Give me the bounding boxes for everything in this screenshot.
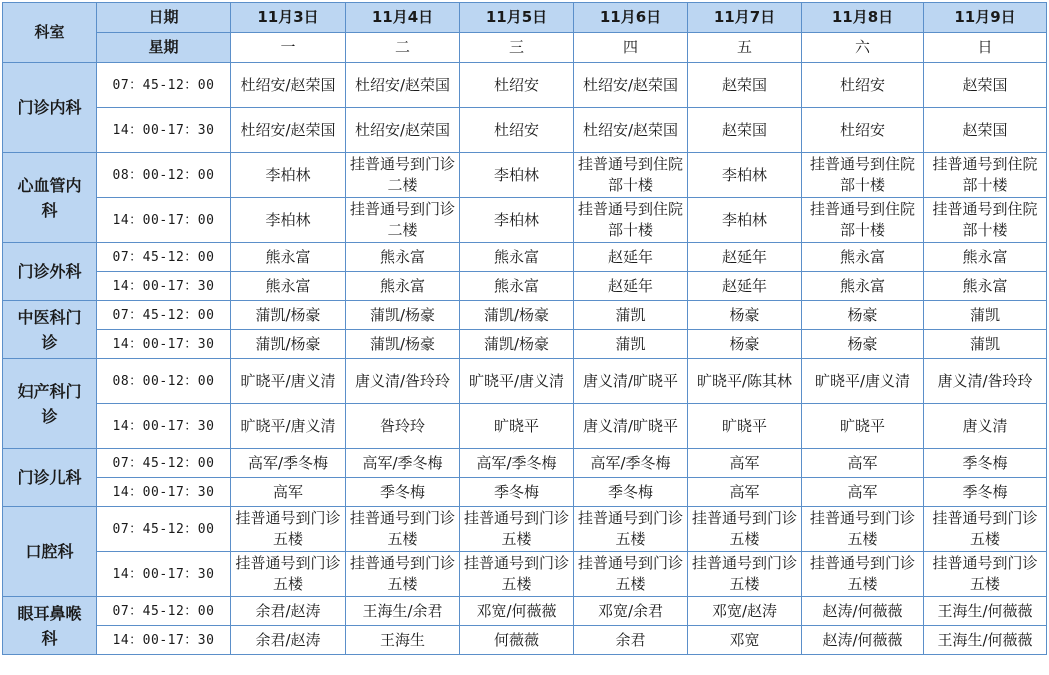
time-slot: 14：00-17：30: [97, 404, 231, 449]
doctor-cell: 高军: [688, 478, 802, 507]
weekday-cell: 五: [688, 33, 802, 63]
doctor-cell: 挂普通号到门诊五楼: [924, 552, 1047, 597]
doctor-cell: 赵荣国: [688, 108, 802, 153]
doctor-cell: 挂普通号到门诊五楼: [802, 552, 924, 597]
doctor-cell: 季冬梅: [460, 478, 574, 507]
time-slot: 08：00-12：00: [97, 359, 231, 404]
doctor-cell: 熊永富: [924, 243, 1047, 272]
doctor-cell: 旷晓平: [802, 404, 924, 449]
doctor-cell: 挂普通号到门诊五楼: [802, 507, 924, 552]
doctor-cell: 熊永富: [802, 272, 924, 301]
doctor-cell: 挂普通号到门诊二楼: [346, 198, 460, 243]
doctor-cell: 杜绍安/赵荣国: [231, 108, 346, 153]
doctor-cell: 余君/赵涛: [231, 597, 346, 626]
schedule-row: [3, 552, 1047, 597]
time-slot: 07：45-12：00: [97, 507, 231, 552]
department-name: 口腔科: [3, 507, 97, 597]
schedule-row: [3, 330, 1047, 359]
schedule-row: [3, 301, 1047, 330]
doctor-cell: 唐义清: [924, 404, 1047, 449]
header-date-row: [3, 3, 1047, 33]
weekday-cell: 日: [924, 33, 1047, 63]
schedule-row: [3, 272, 1047, 301]
doctor-cell: 蒲凯/杨豪: [460, 330, 574, 359]
department-name: 中医科门诊: [3, 301, 97, 359]
schedule-row: [3, 478, 1047, 507]
doctor-cell: 挂普通号到门诊五楼: [460, 507, 574, 552]
doctor-cell: 王海生/余君: [346, 597, 460, 626]
date-header: 日期: [97, 3, 231, 33]
schedule-row: [3, 108, 1047, 153]
doctor-cell: 杜绍安/赵荣国: [346, 63, 460, 108]
doctor-cell: 季冬梅: [346, 478, 460, 507]
time-slot: 14：00-17：30: [97, 108, 231, 153]
doctor-cell: 杜绍安/赵荣国: [574, 108, 688, 153]
doctor-cell: 唐义清/昝玲玲: [924, 359, 1047, 404]
doctor-cell: 挂普通号到住院部十楼: [802, 198, 924, 243]
doctor-cell: 李柏林: [231, 198, 346, 243]
doctor-cell: 挂普通号到门诊五楼: [231, 507, 346, 552]
doctor-cell: 高军/季冬梅: [231, 449, 346, 478]
date-cell: 11月6日: [574, 3, 688, 33]
department-name: 门诊内科: [3, 63, 97, 153]
department-name: 门诊儿科: [3, 449, 97, 507]
schedule-row: [3, 63, 1047, 108]
doctor-cell: 高军/季冬梅: [346, 449, 460, 478]
doctor-cell: 挂普通号到门诊五楼: [688, 507, 802, 552]
doctor-cell: 赵荣国: [924, 108, 1047, 153]
doctor-cell: 蒲凯: [924, 330, 1047, 359]
doctor-cell: 余君/赵涛: [231, 626, 346, 655]
weekday-cell: 二: [346, 33, 460, 63]
doctor-cell: 蒲凯: [574, 330, 688, 359]
schedule-row: [3, 449, 1047, 478]
doctor-cell: 唐义清/昝玲玲: [346, 359, 460, 404]
doctor-cell: 唐义清/旷晓平: [574, 359, 688, 404]
time-slot: 07：45-12：00: [97, 63, 231, 108]
doctor-cell: 高军: [802, 478, 924, 507]
doctor-cell: 高军: [802, 449, 924, 478]
doctor-cell: 杨豪: [688, 301, 802, 330]
doctor-cell: 熊永富: [231, 243, 346, 272]
doctor-cell: 熊永富: [346, 243, 460, 272]
doctor-cell: 旷晓平: [460, 404, 574, 449]
department-header: 科室: [3, 3, 97, 63]
doctor-cell: 蒲凯/杨豪: [460, 301, 574, 330]
doctor-cell: 李柏林: [460, 198, 574, 243]
doctor-cell: 旷晓平/唐义清: [802, 359, 924, 404]
doctor-cell: 挂普通号到门诊五楼: [231, 552, 346, 597]
schedule-row: [3, 153, 1047, 198]
doctor-cell: 季冬梅: [574, 478, 688, 507]
doctor-cell: 蒲凯/杨豪: [346, 330, 460, 359]
department-name: 门诊外科: [3, 243, 97, 301]
doctor-cell: 挂普通号到住院部十楼: [924, 153, 1047, 198]
doctor-cell: 杨豪: [802, 301, 924, 330]
doctor-cell: 杜绍安: [460, 63, 574, 108]
doctor-cell: 邓宽/何薇薇: [460, 597, 574, 626]
doctor-cell: 挂普通号到住院部十楼: [802, 153, 924, 198]
doctor-cell: 熊永富: [460, 243, 574, 272]
doctor-cell: 邓宽/赵涛: [688, 597, 802, 626]
doctor-cell: 杨豪: [802, 330, 924, 359]
doctor-cell: 旷晓平: [688, 404, 802, 449]
time-slot: 14：00-17：30: [97, 478, 231, 507]
doctor-cell: 唐义清/旷晓平: [574, 404, 688, 449]
doctor-cell: 挂普通号到住院部十楼: [574, 153, 688, 198]
doctor-cell: 杜绍安/赵荣国: [346, 108, 460, 153]
doctor-cell: 挂普通号到住院部十楼: [924, 198, 1047, 243]
weekday-cell: 三: [460, 33, 574, 63]
weekday-cell: 六: [802, 33, 924, 63]
doctor-cell: 李柏林: [231, 153, 346, 198]
date-cell: 11月8日: [802, 3, 924, 33]
doctor-cell: 熊永富: [231, 272, 346, 301]
doctor-cell: 赵延年: [688, 272, 802, 301]
doctor-cell: 杨豪: [688, 330, 802, 359]
schedule-row: [3, 243, 1047, 272]
time-slot: 07：45-12：00: [97, 301, 231, 330]
date-cell: 11月5日: [460, 3, 574, 33]
doctor-cell: 王海生/何薇薇: [924, 597, 1047, 626]
schedule-row: [3, 597, 1047, 626]
doctor-cell: 杜绍安/赵荣国: [231, 63, 346, 108]
doctor-cell: 余君: [574, 626, 688, 655]
duty-schedule-table: [2, 2, 1047, 655]
doctor-cell: 挂普通号到门诊二楼: [346, 153, 460, 198]
doctor-cell: 赵荣国: [688, 63, 802, 108]
doctor-cell: 李柏林: [460, 153, 574, 198]
time-slot: 14：00-17：00: [97, 198, 231, 243]
department-name: 心血管内科: [3, 153, 97, 243]
doctor-cell: 熊永富: [460, 272, 574, 301]
schedule-row: [3, 404, 1047, 449]
doctor-cell: 何薇薇: [460, 626, 574, 655]
doctor-cell: 王海生: [346, 626, 460, 655]
doctor-cell: 高军: [688, 449, 802, 478]
doctor-cell: 高军: [231, 478, 346, 507]
schedule-row: [3, 626, 1047, 655]
weekday-cell: 一: [231, 33, 346, 63]
doctor-cell: 李柏林: [688, 198, 802, 243]
doctor-cell: 蒲凯/杨豪: [346, 301, 460, 330]
doctor-cell: 熊永富: [802, 243, 924, 272]
doctor-cell: 旷晓平/唐义清: [231, 404, 346, 449]
date-cell: 11月9日: [924, 3, 1047, 33]
time-slot: 08：00-12：00: [97, 153, 231, 198]
doctor-cell: 高军/季冬梅: [574, 449, 688, 478]
doctor-cell: 季冬梅: [924, 449, 1047, 478]
time-slot: 07：45-12：00: [97, 597, 231, 626]
date-cell: 11月3日: [231, 3, 346, 33]
doctor-cell: 杜绍安/赵荣国: [574, 63, 688, 108]
doctor-cell: 熊永富: [346, 272, 460, 301]
doctor-cell: 杜绍安: [802, 108, 924, 153]
time-slot: 07：45-12：00: [97, 449, 231, 478]
doctor-cell: 蒲凯: [924, 301, 1047, 330]
header-weekday-row: [3, 33, 1047, 63]
time-slot: 14：00-17：30: [97, 272, 231, 301]
doctor-cell: 挂普通号到门诊五楼: [688, 552, 802, 597]
doctor-cell: 赵荣国: [924, 63, 1047, 108]
doctor-cell: 旷晓平/陈其林: [688, 359, 802, 404]
department-name: 眼耳鼻喉科: [3, 597, 97, 655]
doctor-cell: 挂普通号到门诊五楼: [346, 507, 460, 552]
doctor-cell: 杜绍安: [460, 108, 574, 153]
doctor-cell: 蒲凯/杨豪: [231, 301, 346, 330]
time-slot: 14：00-17：30: [97, 552, 231, 597]
schedule-row: [3, 507, 1047, 552]
doctor-cell: 邓宽: [688, 626, 802, 655]
doctor-cell: 赵涛/何薇薇: [802, 626, 924, 655]
doctor-cell: 旷晓平/唐义清: [231, 359, 346, 404]
doctor-cell: 赵延年: [574, 243, 688, 272]
doctor-cell: 熊永富: [924, 272, 1047, 301]
doctor-cell: 李柏林: [688, 153, 802, 198]
schedule-row: [3, 198, 1047, 243]
doctor-cell: 赵延年: [688, 243, 802, 272]
date-cell: 11月4日: [346, 3, 460, 33]
doctor-cell: 高军/季冬梅: [460, 449, 574, 478]
doctor-cell: 挂普通号到门诊五楼: [574, 507, 688, 552]
time-slot: 07：45-12：00: [97, 243, 231, 272]
doctor-cell: 挂普通号到门诊五楼: [460, 552, 574, 597]
doctor-cell: 挂普通号到住院部十楼: [574, 198, 688, 243]
doctor-cell: 赵延年: [574, 272, 688, 301]
doctor-cell: 赵涛/何薇薇: [802, 597, 924, 626]
time-slot: 14：00-17：30: [97, 626, 231, 655]
doctor-cell: 挂普通号到门诊五楼: [574, 552, 688, 597]
doctor-cell: 王海生/何薇薇: [924, 626, 1047, 655]
weekday-header: 星期: [97, 33, 231, 63]
doctor-cell: 昝玲玲: [346, 404, 460, 449]
time-slot: 14：00-17：30: [97, 330, 231, 359]
date-cell: 11月7日: [688, 3, 802, 33]
weekday-cell: 四: [574, 33, 688, 63]
department-name: 妇产科门诊: [3, 359, 97, 449]
doctor-cell: 蒲凯: [574, 301, 688, 330]
doctor-cell: 旷晓平/唐义清: [460, 359, 574, 404]
doctor-cell: 挂普通号到门诊五楼: [346, 552, 460, 597]
doctor-cell: 邓宽/余君: [574, 597, 688, 626]
schedule-row: [3, 359, 1047, 404]
doctor-cell: 挂普通号到门诊五楼: [924, 507, 1047, 552]
doctor-cell: 杜绍安: [802, 63, 924, 108]
doctor-cell: 季冬梅: [924, 478, 1047, 507]
doctor-cell: 蒲凯/杨豪: [231, 330, 346, 359]
